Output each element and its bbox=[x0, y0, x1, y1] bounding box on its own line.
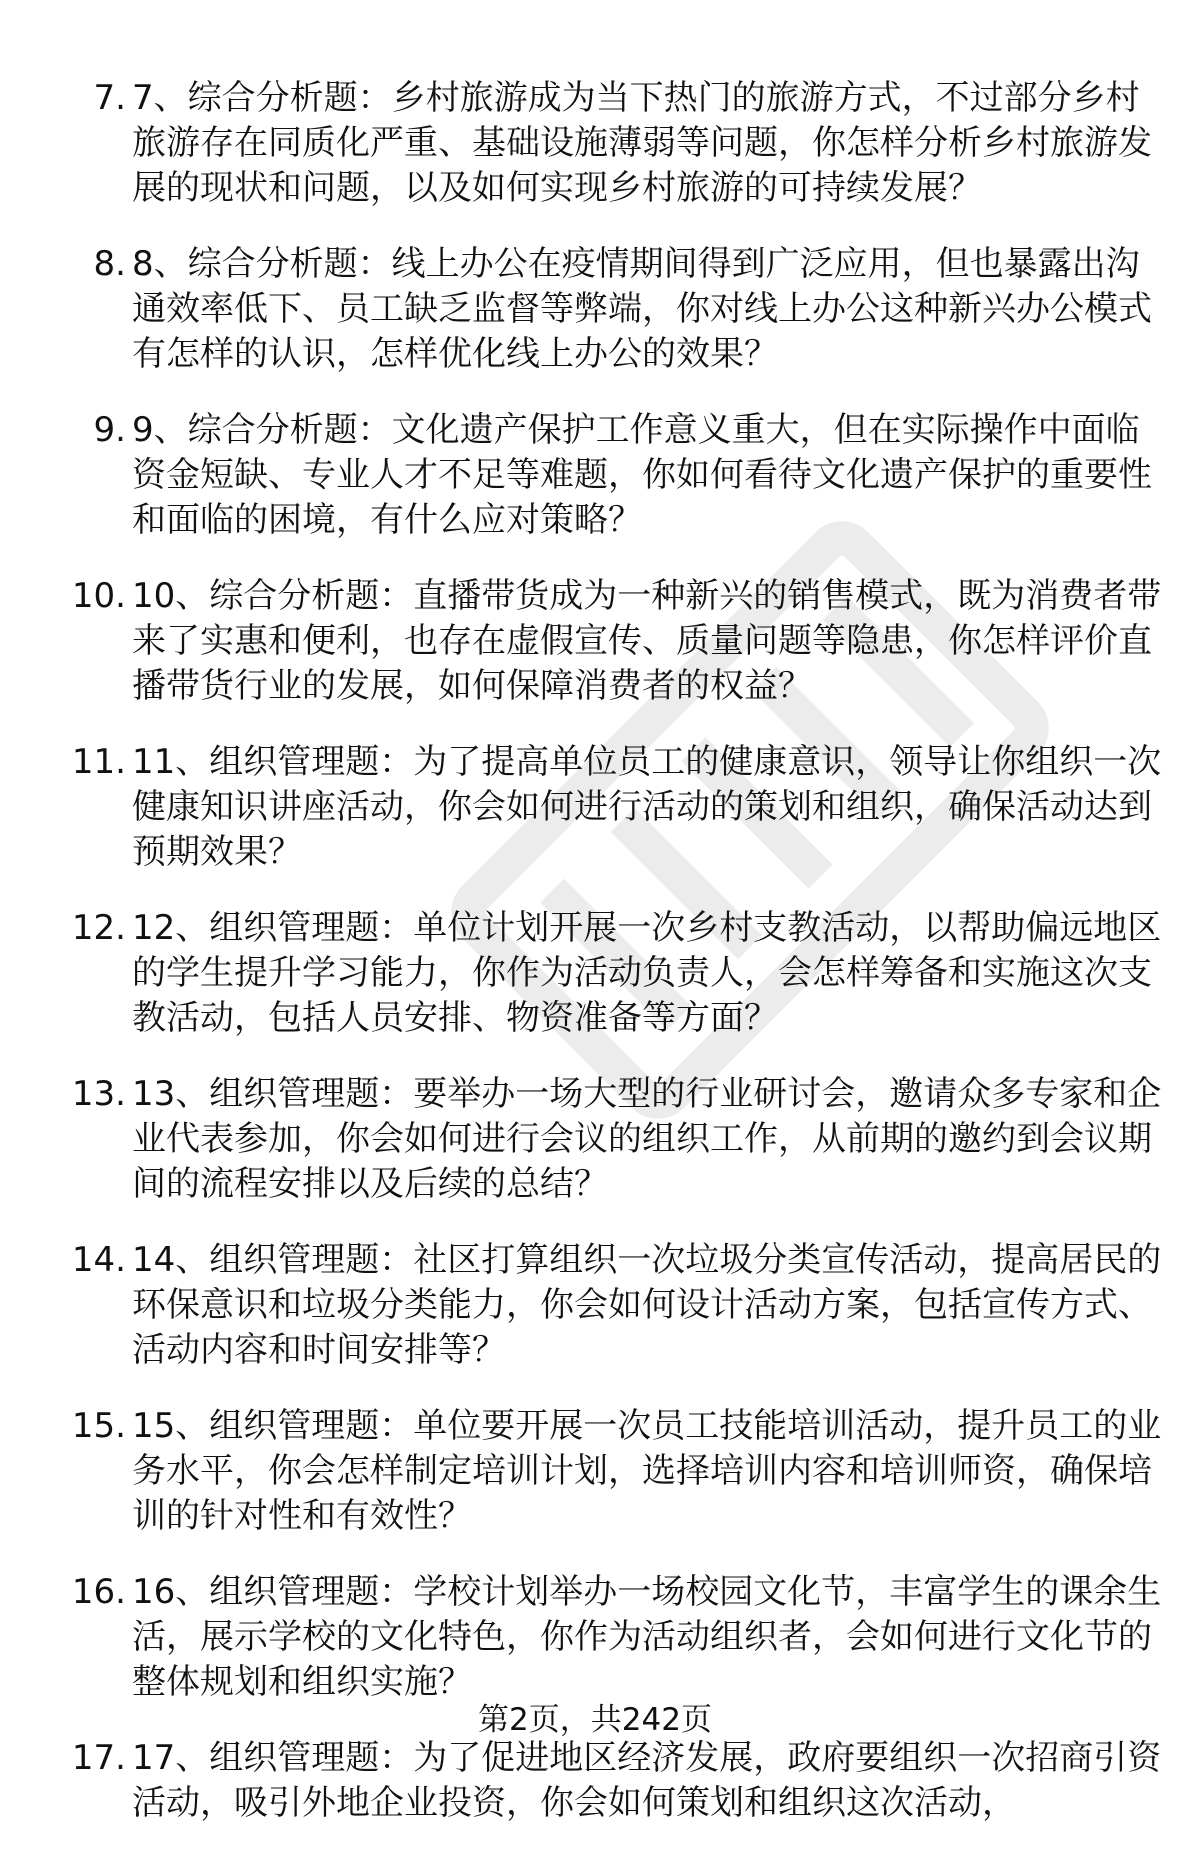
question-text: 11、组织管理题：为了提高单位员工的健康意识，领导让你组织一次健康知识讲座活动，你会如何进行活动的策划和组织，确保活动达到预期效果？ bbox=[132, 742, 1162, 872]
question-number: 9. bbox=[93, 410, 126, 450]
question-text: 17、组织管理题：为了促进地区经济发展，政府要组织一次招商引资活动，吸引外地企业投资，你会如何策划和组织这次活动， bbox=[132, 1738, 1162, 1823]
question-item bbox=[60, 1238, 1170, 1373]
question-text: 10、综合分析题：直播带货成为一种新兴的销售模式，既为消费者带来了实惠和便利，也存在虚假宣传、质量问题等隐患，你怎样评价直播带货行业的发展，如何保障消费者的权益？ bbox=[132, 576, 1162, 706]
question-item bbox=[60, 906, 1170, 1041]
question-text: 14、组织管理题：社区打算组织一次垃圾分类宣传活动，提高居民的环保意识和垃圾分类能力，你会如何设计活动方案，包括宣传方式、活动内容和时间安排等？ bbox=[132, 1240, 1162, 1370]
question-number: 14. bbox=[71, 1240, 126, 1280]
question-item bbox=[60, 1570, 1170, 1705]
question-item bbox=[60, 740, 1170, 875]
question-item bbox=[60, 1072, 1170, 1207]
question-number: 8. bbox=[93, 244, 126, 284]
question-item bbox=[60, 1736, 1170, 1826]
question-text: 7、综合分析题：乡村旅游成为当下热门的旅游方式，不过部分乡村旅游存在同质化严重、基础设施薄弱等问题，你怎样分析乡村旅游发展的现状和问题，以及如何实现乡村旅游的可持续发展？ bbox=[132, 78, 1152, 208]
question-number: 17. bbox=[71, 1738, 126, 1778]
question-text: 15、组织管理题：单位要开展一次员工技能培训活动，提升员工的业务水平，你会怎样制定培训计划，选择培训内容和培训师资，确保培训的针对性和有效性？ bbox=[132, 1406, 1162, 1536]
question-number: 13. bbox=[71, 1074, 126, 1114]
question-list bbox=[60, 76, 1170, 1857]
question-number: 7. bbox=[93, 78, 126, 118]
question-text: 9、综合分析题：文化遗产保护工作意义重大，但在实际操作中面临资金短缺、专业人才不足等难题，你如何看待文化遗产保护的重要性和面临的困境，有什么应对策略？ bbox=[132, 410, 1152, 540]
question-text: 16、组织管理题：学校计划举办一场校园文化节，丰富学生的课余生活，展示学校的文化特色，你作为活动组织者，会如何进行文化节的整体规划和组织实施？ bbox=[132, 1572, 1162, 1702]
question-number: 16. bbox=[71, 1572, 126, 1612]
question-text: 13、组织管理题：要举办一场大型的行业研讨会，邀请众多专家和企业代表参加，你会如何进行会议的组织工作，从前期的邀约到会议期间的流程安排以及后续的总结？ bbox=[132, 1074, 1162, 1204]
question-number: 10. bbox=[71, 576, 126, 616]
question-text: 8、综合分析题：线上办公在疫情期间得到广泛应用，但也暴露出沟通效率低下、员工缺乏监督等弊端，你对线上办公这种新兴办公模式有怎样的认识，怎样优化线上办公的效果？ bbox=[132, 244, 1152, 374]
question-item bbox=[60, 1404, 1170, 1539]
question-item bbox=[60, 76, 1170, 211]
question-item bbox=[60, 242, 1170, 377]
question-text: 12、组织管理题：单位计划开展一次乡村支教活动，以帮助偏远地区的学生提升学习能力，你作为活动负责人，会怎样筹备和实施这次支教活动，包括人员安排、物资准备等方面？ bbox=[132, 908, 1162, 1038]
question-number: 15. bbox=[71, 1406, 126, 1446]
page-footer: 第2页，共242页 bbox=[478, 1702, 712, 1738]
question-number: 12. bbox=[71, 908, 126, 948]
question-number: 11. bbox=[71, 742, 126, 782]
question-item bbox=[60, 408, 1170, 543]
question-item bbox=[60, 574, 1170, 709]
